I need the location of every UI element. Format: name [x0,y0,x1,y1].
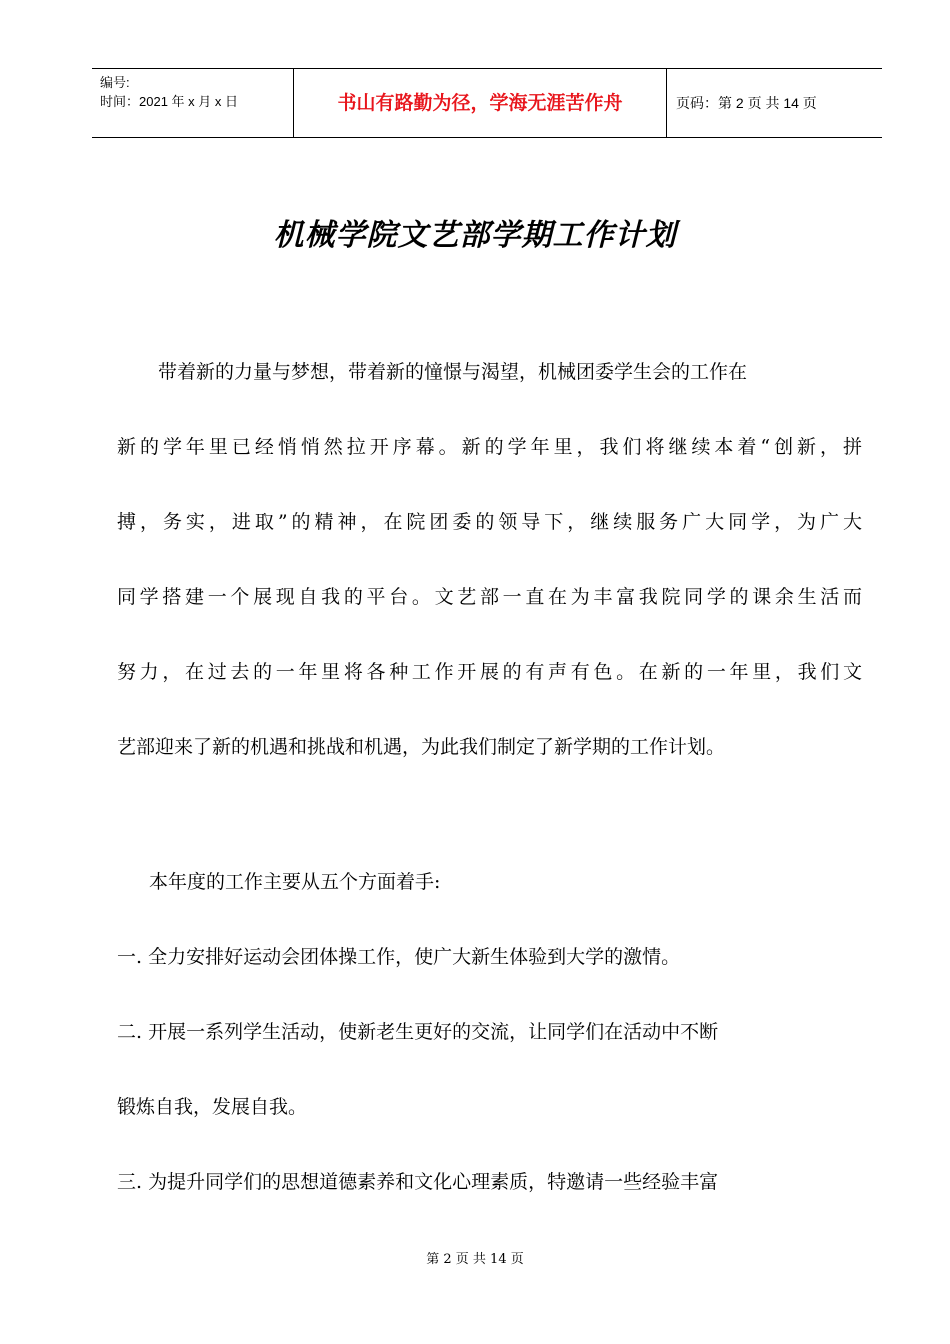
intro-line: 本年度的工作主要从五个方面着手: [149,871,441,893]
document-title: 机械学院文艺部学期工作计划 [273,218,677,253]
list-item: 二. 开展一系列学生活动，使新老生更好的交流，让同学们在活动中不断 [117,1021,719,1043]
body-line: 同学搭建一个展现自我的平台。文艺部一直在为丰富我院同学的课余生活而 [117,586,862,608]
time-label: 时间：2021 年 x 月 x 日 [100,94,238,109]
header-divider [666,69,667,137]
body-line: 努力，在过去的一年里将各种工作开展的有声有色。在新的一年里，我们文 [117,661,862,683]
body-line: 搏，务实，进取”的精神，在院团委的领导下，继续服务广大同学，为广大 [117,511,862,533]
number-label: 编号: [100,75,130,90]
list-item: 一. 全力安排好运动会团体操工作，使广大新生体验到大学的激情。 [117,946,681,968]
body-line: 新的学年里已经悄悄然拉开序幕。新的学年里，我们将继续本着“创新，拼 [117,436,862,458]
header-motto: 书山有路勤为径，学海无涯苦作舟 [337,92,623,114]
page-footer: 第 2 页 共 14 页 [426,1252,524,1267]
body-line: 艺部迎来了新的机遇和挑战和机遇，为此我们制定了新学期的工作计划。 [117,736,726,758]
header-page-code: 页码：第 2 页 共 14 页 [676,95,817,111]
list-item: 三. 为提升同学们的思想道德素养和文化心理素质，特邀请一些经验丰富 [117,1171,719,1193]
body-line: 带着新的力量与梦想，带着新的憧憬与渴望，机械团委学生会的工作在 [158,361,748,383]
list-item: 锻炼自我，发展自我。 [117,1096,308,1118]
document-header [92,68,882,138]
header-meta [100,73,238,111]
